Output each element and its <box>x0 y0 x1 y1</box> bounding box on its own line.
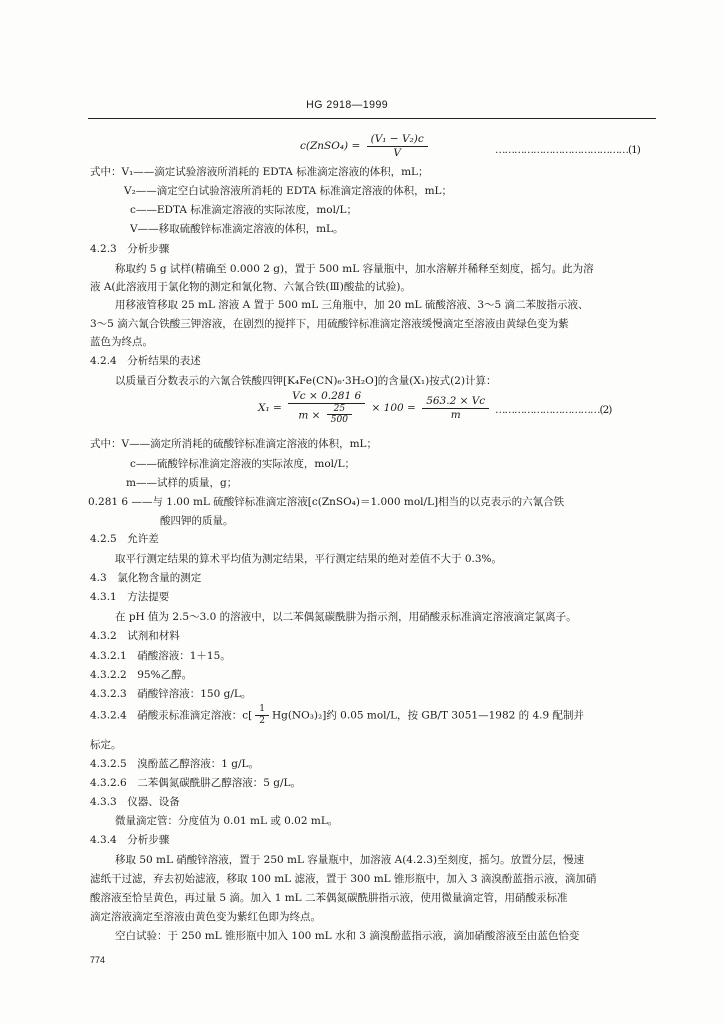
section-heading-4-3: 4.3 氯化物含量的测定 <box>90 572 202 584</box>
paragraph-line: 液 A(此溶液用于氯化物的测定和氰化物、六氰合铁(Ⅲ)酸盐的试验)。 <box>90 281 411 293</box>
def-text: 酸四钾的质量。 <box>160 515 234 527</box>
def-symbol: 0.281 6 <box>88 496 129 508</box>
def-text: ——滴定所消耗的硫酸锌标准滴定溶液的体积，mL； <box>129 438 378 450</box>
def-text: ——EDTA 标准滴定溶液的实际浓度，mol/L； <box>135 204 357 216</box>
def-row <box>88 496 564 509</box>
eq2-den-m: m × <box>298 408 324 421</box>
def-text: ——滴定空白试验溶液所消耗的 EDTA 标准滴定溶液的体积，mL； <box>135 185 452 197</box>
list-item: 4.3.2.2 95%乙醇。 <box>90 669 193 681</box>
def-row <box>126 477 237 490</box>
eq2-denominator-2: m <box>450 408 461 421</box>
document-header: HG 2918—1999 <box>306 99 389 111</box>
eq1-denominator: V <box>393 146 401 159</box>
paragraph-line: 在 pH 值为 2.5～3.0 的溶液中，以二苯偶氮碳酰肼为指示剂，用硝酸汞标准滴定溶液滴定氯离子。 <box>115 611 577 623</box>
def-text: ——移取硫酸锌标准滴定溶液的体积，mL。 <box>137 223 344 235</box>
list-item-4-3-2-4 <box>90 704 584 727</box>
def-symbol: 式中：V₁ <box>90 166 134 178</box>
equation-2 <box>258 390 492 426</box>
paragraph-line: 3～5 滴六氰合铁酸三钾溶液，在剧烈的搅拌下，用硫酸锌标准滴定溶液缓慢滴定至溶液由黄绿色变为紫 <box>90 318 569 330</box>
eq2-numerator-1: Vc × 0.281 6 <box>288 390 365 404</box>
eq2-lhs: X₁ = <box>258 402 286 415</box>
eq2-inner-num: 25 <box>327 404 352 416</box>
paragraph-line: 酸溶液至恰呈黄色，再过量 5 滴。加入 1 mL 二苯偶氮碳酰肼指示液，使用微量滴定管，用硝酸汞标准 <box>90 892 568 904</box>
eq2-inner-fraction <box>327 404 352 427</box>
def-symbol: c <box>130 458 136 470</box>
paragraph-line: 取平行测定结果的算术平均值为测定结果，平行测定结果的绝对差值不大于 0.3%。 <box>115 553 503 565</box>
eq1-number: ……………………………………(1) <box>495 144 640 156</box>
paragraph-line: 微量滴定管：分度值为 0.01 mL 或 0.02 mL。 <box>115 815 339 827</box>
def-row <box>90 438 377 451</box>
def-row <box>124 185 452 198</box>
list-item: 4.3.2.1 硝酸溶液：1＋15。 <box>90 650 231 662</box>
def-row <box>90 166 429 179</box>
list-item: 4.3.2.3 硝酸锌溶液：150 g/L。 <box>90 688 252 700</box>
paragraph-line: 移取 50 mL 硝酸锌溶液，置于 250 mL 容量瓶中，加溶液 A(4.2.3)至刻度，摇匀。放置分层，慢速 <box>115 854 585 866</box>
half-fraction <box>255 704 269 727</box>
paragraph-line: 标定。 <box>90 739 122 751</box>
def-symbol: 式中：V <box>90 438 130 450</box>
paragraph-line: 滴定溶液滴定至溶液由黄色变为紫红色即为终点。 <box>90 911 321 923</box>
eq1-numerator: (V₁ − V₂)c <box>367 133 428 147</box>
section-heading-4-3-2: 4.3.2 试剂和材料 <box>90 630 180 642</box>
half-den: 2 <box>259 715 265 726</box>
def-symbol: V₂ <box>124 185 136 197</box>
equation-1 <box>300 133 431 159</box>
def-row <box>130 204 357 217</box>
eq2-number: ……………………………(2) <box>495 404 612 416</box>
eq2-mid: × 100 = <box>371 402 420 415</box>
def-text: ——试样的质量，g； <box>135 477 238 489</box>
def-row <box>130 223 344 236</box>
def-symbol: V <box>130 223 138 235</box>
def-row <box>130 458 355 471</box>
header-rule <box>88 118 656 119</box>
eq2-fraction-1 <box>288 390 365 426</box>
def-row <box>160 515 234 528</box>
eq1-lhs: c(ZnSO₄) = <box>300 140 364 153</box>
def-symbol: c <box>130 204 136 216</box>
item-suffix: Hg(NO₃)₂]约 0.05 mol/L，按 GB/T 3051—1982 的 4.9 配制并 <box>271 709 585 722</box>
list-item: 4.3.2.6 二苯偶氮碳酰肼乙醇溶液：5 g/L。 <box>90 777 301 789</box>
eq1-fraction <box>367 133 428 159</box>
paragraph-line: 称取约 5 g 试样(精确至 0.000 2 g)，置于 500 mL 容量瓶中，加水溶解并稀释至刻度，摇匀。此为溶 <box>115 263 594 275</box>
section-heading-4-2-5: 4.2.5 允许差 <box>90 533 159 545</box>
section-heading-4-3-3: 4.3.3 仪器、设备 <box>90 796 180 808</box>
section-heading-4-2-3: 4.2.3 分析步骤 <box>90 243 170 255</box>
def-text: ——硫酸锌标准滴定溶液的实际浓度，mol/L； <box>135 458 356 470</box>
eq2-denominator-1 <box>288 404 365 427</box>
eq2-fraction-2 <box>422 395 489 421</box>
paragraph-line: 用移液管移取 25 mL 溶液 A 置于 500 mL 三角瓶中，加 20 mL 硫酸溶液、3～5 滴二苯胺指示液、 <box>115 299 589 311</box>
item-prefix: 4.3.2.4 硝酸汞标准滴定溶液：c[ <box>90 709 253 722</box>
eq2-inner-den: 500 <box>330 415 348 426</box>
paragraph-line: 空白试验：于 250 mL 锥形瓶中加入 100 mL 水和 3 滴溴酚蓝指示液，滴加硝酸溶液至由蓝色恰变 <box>115 930 580 942</box>
section-heading-4-2-4: 4.2.4 分析结果的表述 <box>90 355 201 367</box>
def-text: ——滴定试验溶液所消耗的 EDTA 标准滴定溶液的体积，mL； <box>133 166 429 178</box>
paragraph-line: 以质量百分数表示的六氰合铁酸四钾[K₄Fe(CN)₆·3H₂O]的含量(X₁)按式(2)计算： <box>115 375 497 387</box>
section-heading-4-3-4: 4.3.4 分析步骤 <box>90 834 170 846</box>
def-text: ——与 1.00 mL 硫酸锌标准滴定溶液[c(ZnSO₄)＝1.000 mol/L]相当的以克表示的六氰合铁 <box>131 496 565 508</box>
list-item: 4.3.2.5 溴酚蓝乙醇溶液：1 g/L。 <box>90 758 259 770</box>
paragraph-line: 蓝色为终点。 <box>90 336 153 348</box>
eq2-numerator-2: 563.2 × Vc <box>422 395 489 409</box>
page-number: 774 <box>90 955 106 965</box>
def-symbol: m <box>126 477 136 489</box>
half-num: 1 <box>255 704 269 716</box>
paragraph-line: 滤纸干过滤，弃去初始滤液，移取 100 mL 滤液，置于 300 mL 锥形瓶中，加入 3 滴溴酚蓝指示液，滴加硝 <box>90 873 597 885</box>
section-heading-4-3-1: 4.3.1 方法提要 <box>90 591 170 603</box>
